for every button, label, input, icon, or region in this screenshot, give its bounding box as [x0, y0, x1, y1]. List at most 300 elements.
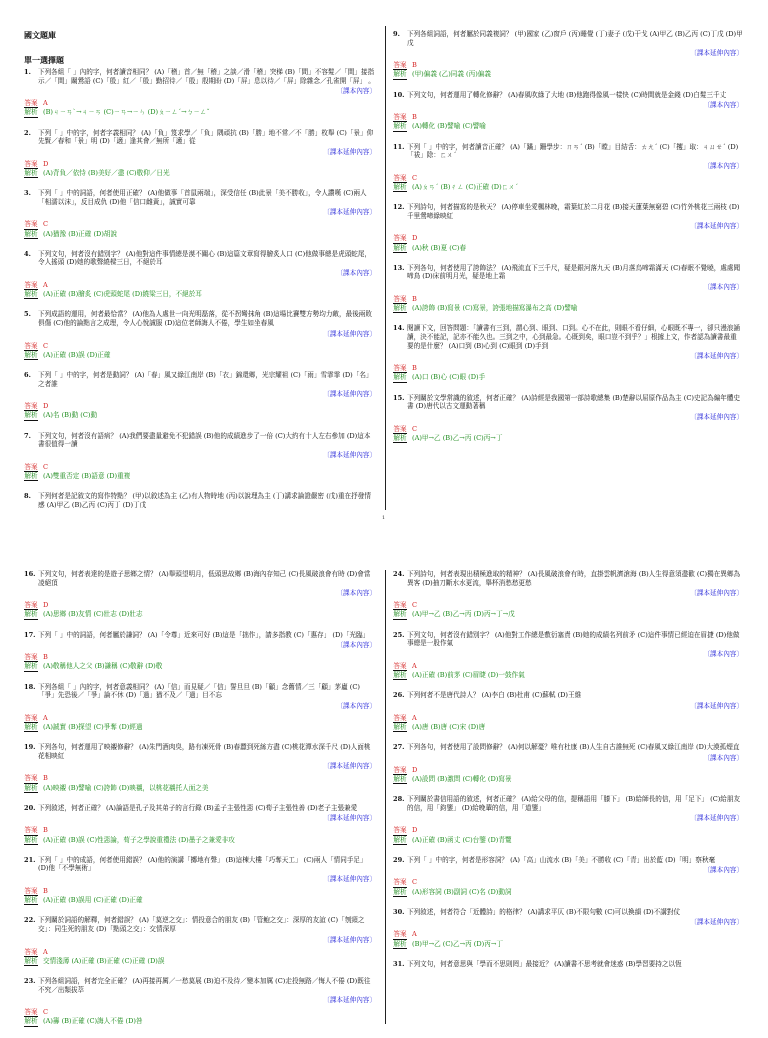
explanation-value: (A)誠實 (B)探望 (C)爭奪 (D)經過	[43, 722, 143, 731]
question-text-row	[24, 743, 376, 760]
question-text-row	[393, 30, 743, 47]
question-text: 下列何者不是唐代詩人？ (A)李白 (B)杜甫 (C)蘇軾 (D)王維	[407, 691, 582, 700]
answer-value: D	[412, 765, 418, 774]
answer-row	[393, 295, 743, 304]
question-text: 下列文句，何者運用了轉化修辭？ (A)春風吹綠了大地 (B)他跑得像風一樣快 (C)時間就是金錢 (D)白髮三千丈	[407, 90, 727, 99]
question-number: 16.	[24, 570, 36, 578]
question-item	[393, 960, 743, 969]
question-number: 1.	[24, 68, 31, 76]
explanation-value: (A)正確 (B)誤 (C)性惡論，荀子之學說重禮法 (D)墨子之兼愛非攻	[43, 835, 235, 844]
question-item	[393, 203, 743, 253]
question-number: 12.	[393, 203, 405, 212]
question-text-row	[393, 324, 743, 350]
answer-tag: 答案	[393, 173, 407, 182]
right-column	[393, 530, 743, 979]
question-number: 13.	[393, 263, 405, 272]
explanation-tag: 解析	[393, 433, 407, 442]
answer-value: C	[412, 878, 418, 887]
question-text: 下列各組詞語，何者屬於同義複詞？ (甲)國家 (乙)窗戶 (丙)睡覺 (丁)妻子 (戊)干戈 (A)甲乙 (B)乙丙 (C)丁戊 (D)甲戊	[407, 30, 743, 47]
answer-row	[24, 402, 376, 411]
right-column	[393, 0, 743, 454]
explanation-value: (A)正確 (B)前茅 (C)眉睫 (D)一鼓作氣	[412, 670, 525, 679]
explanation-row	[393, 888, 743, 897]
answer-tag: 答案	[24, 1008, 38, 1017]
answer-value: D	[43, 159, 49, 168]
question-text-row	[393, 743, 743, 752]
answer-tag: 答案	[24, 947, 38, 956]
answer-tag: 答案	[24, 220, 38, 229]
explanation-value: 交情淺薄 (A)正確 (B)正確 (C)正確 (D)誤	[43, 956, 165, 965]
question-text: 閱讀下文，回答問題：「讀書有三到，謂心到、眼到、口到。心不在此，則眼不看仔細，心眼既不專一，卻只漫浪誦讀，決不能記，記亦不能久也。三到之中，心到最急。心既到矣，眼口豈不到乎？」根據上文，作者認為讀書最重要的是什麼？ (A)口到 (B)心到 (C)眼到 (D)手到	[407, 324, 740, 350]
explanation-value: (A)雙重否定 (B)語意 (D)重複	[43, 471, 131, 480]
source-reference: 〔課本延伸內容〕	[690, 49, 743, 58]
explanation-tag: 解析	[393, 122, 407, 131]
answer-tag: 答案	[393, 364, 407, 373]
question-text: 下列敘述，何者符合「近體詩」的格律？ (A)講求平仄 (B)不限句數 (C)可以換韻 (D)不講對仗	[407, 907, 681, 916]
source-reference: 〔課本延伸內容〕	[323, 762, 376, 771]
question-item	[24, 743, 376, 793]
explanation-row	[24, 662, 376, 671]
answer-row	[24, 342, 376, 351]
question-number: 22.	[24, 916, 36, 925]
answer-tag: 答案	[393, 601, 407, 610]
answer-value: B	[412, 113, 417, 122]
answer-value: C	[43, 462, 49, 471]
explanation-row	[393, 70, 743, 79]
question-item	[24, 68, 376, 118]
explanation-tag: 解析	[24, 411, 38, 420]
answer-tag: 答案	[24, 886, 38, 895]
explanation-row	[24, 472, 376, 481]
source-reference: 〔課本內容〕	[336, 589, 376, 598]
question-text: 下列各組詞語，何者完全正確？ (A)再接再厲／一愁莫展 (B)迫不及待／變本加厲 (C)走投無路／悔人不倦 (D)既往不究／出類拔萃	[38, 976, 371, 994]
answer-tag: 答案	[393, 424, 407, 433]
question-number: 10.	[393, 90, 405, 99]
explanation-row	[24, 411, 376, 420]
answer-value: D	[43, 402, 49, 411]
explanation-value: (A)設問 (B)激問 (C)轉化 (D)寫景	[412, 774, 512, 783]
question-text-row	[24, 68, 376, 85]
question-text-row	[24, 432, 376, 449]
answer-value: B	[412, 294, 417, 303]
explanation-tag: 解析	[393, 610, 407, 619]
question-number: 25.	[393, 630, 405, 639]
explanation-tag: 解析	[393, 304, 407, 313]
source-reference: 〔課本延伸內容〕	[690, 918, 743, 927]
source-reference: 〔課本延伸內容〕	[323, 874, 376, 883]
question-text: 下列「 」中的字，何者是形容詞？ (A)「高」山流水 (B)「美」不勝收 (C)「青」出於藍 (D)「明」察秋毫	[407, 855, 716, 864]
question-item	[393, 264, 743, 314]
explanation-tag: 解析	[393, 887, 407, 896]
answer-row	[24, 220, 376, 229]
answer-tag: 答案	[393, 294, 407, 303]
question-number: 24.	[393, 570, 405, 578]
question-text: 下列關於詞語的解釋，何者錯誤？ (A)「莫逆之交」：情投意合的朋友 (B)「管鮑之交」：深厚的友誼 (C)「刎頸之交」：同生死的朋友 (D)「點頭之交」：交情深厚	[38, 916, 365, 933]
question-text-row	[393, 691, 743, 700]
explanation-value: (A)正確 (B)誤用 (C)正確 (D)正確	[43, 896, 143, 905]
question-text: 下列「 」中的詞語，何者屬於謙詞？ (A)「令尊」近來可好 (B)這是「拙作」，請多指教 (C)「惠存」 (D)「光臨」	[38, 630, 370, 639]
question-item	[393, 856, 743, 897]
question-text-row	[24, 250, 376, 267]
answer-tag: 答案	[393, 930, 407, 939]
question-text-row	[24, 189, 376, 206]
explanation-tag: 解析	[393, 373, 407, 382]
answer-row	[393, 930, 743, 939]
question-item	[24, 432, 376, 482]
source-reference: 〔課本延伸內容〕	[323, 329, 376, 338]
answer-row	[393, 766, 743, 775]
question-item	[24, 492, 376, 509]
source-reference: 〔課本內容〕	[336, 641, 376, 650]
left-column	[24, 530, 376, 1038]
question-text: 下列關於書信用語的敘述，何者正確？ (A)給父母的信，提稱語用「膝下」 (B)給師長的信，用「足下」 (C)給朋友的信，用「鈞鑒」 (D)給晚輩的信，用「道鑒」	[407, 795, 741, 812]
source-reference: 〔課本內容〕	[703, 101, 743, 110]
question-number: 19.	[24, 743, 36, 752]
answer-value: C	[43, 220, 49, 229]
explanation-value: (A)甲→乙 (B)乙→丙 (D)丙→丁→戊	[412, 610, 515, 619]
answer-row	[24, 714, 376, 723]
answer-value: C	[43, 341, 49, 350]
answer-tag: 答案	[24, 774, 38, 783]
explanation-tag: 解析	[24, 896, 38, 905]
explanation-row	[24, 351, 376, 360]
explanation-tag: 解析	[24, 290, 38, 299]
source-reference: 〔課本延伸內容〕	[323, 147, 376, 156]
answer-value: C	[412, 601, 418, 610]
answer-value: D	[412, 234, 418, 243]
explanation-tag: 解析	[24, 471, 38, 480]
explanation-row	[393, 775, 743, 784]
question-text-row	[393, 960, 743, 969]
question-number: 17.	[24, 630, 36, 639]
explanation-value: (A)正確 (B)膾炙 (C)虎頭蛇尾 (D)繞梁三日，不絕於耳	[43, 290, 202, 299]
question-item	[24, 631, 376, 672]
source-reference: 〔課本內容〕	[703, 649, 743, 658]
source-reference: 〔課本延伸內容〕	[323, 935, 376, 944]
explanation-row	[393, 671, 743, 680]
explanation-row	[24, 784, 376, 793]
explanation-row	[393, 244, 743, 253]
question-text-row	[393, 908, 743, 917]
question-text-row	[24, 916, 376, 933]
explanation-tag: 解析	[393, 939, 407, 948]
answer-value: D	[43, 601, 49, 610]
question-text-row	[24, 631, 376, 640]
question-item	[393, 394, 743, 444]
explanation-value: (A)正確 (B)函丈 (C)台鑒 (D)青覽	[412, 835, 512, 844]
answer-row	[393, 174, 743, 183]
question-text: 下列「 」中的字，何者讀音正確？ (A)「蹣」跚學步：ㄇㄢˊ (B)「瞠」目結舌：ㄊㄤˊ (C)「攫」取：ㄐㄩㄝˊ (D)「祓」除：ㄈㄨˊ	[407, 142, 739, 160]
question-number: 8.	[24, 492, 31, 501]
question-item	[393, 91, 743, 132]
question-number: 29.	[393, 855, 405, 864]
answer-row	[393, 601, 743, 610]
question-text: 下列各句，何者使用了誇飾法？ (A)飛流直下三千尺，疑是銀河落九天 (B)月落烏啼霜滿天 (C)春眠不覺曉，處處聞啼鳥 (D)床前明月光，疑是地上霜	[407, 263, 741, 281]
question-number: 21.	[24, 855, 36, 864]
question-text: 下列成語的運用，何者最恰當？ (A)他為人處世一向光明磊落，從不拐彎抹角 (B)這場比賽雙方勢均力敵，最後兩敗俱傷 (C)他的論點言之成理，令人心悅誠服 (D)這位老師誨人不倦，學生如坐春風	[38, 310, 372, 327]
question-item	[393, 324, 743, 382]
answer-tag: 答案	[393, 878, 407, 887]
question-item	[393, 570, 743, 620]
explanation-value: (A)唐 (B)唐 (C)宋 (D)唐	[412, 722, 486, 731]
question-text: 下列文句，何者沒有錯別字？ (A)他對工作總是敷衍塞責 (B)她的成績名列前矛 (C)這件事情已經迫在眉捷 (D)他做事總是一股作氣	[407, 630, 740, 648]
question-item	[24, 916, 376, 966]
question-number: 15.	[393, 393, 405, 402]
explanation-row	[24, 290, 376, 299]
answer-tag: 答案	[24, 99, 38, 108]
explanation-row	[24, 1017, 376, 1026]
source-reference: 〔課本內容〕	[703, 866, 743, 875]
explanation-row	[24, 230, 376, 239]
question-item	[24, 683, 376, 733]
question-text-row	[393, 203, 743, 220]
explanation-value: (A)映襯 (B)譬喻 (C)誇飾 (D)映襯，以桃花襯托人面之美	[43, 783, 209, 792]
explanation-value: (A)正確 (B)誤 (D)正確	[43, 350, 111, 359]
answer-tag: 答案	[24, 826, 38, 835]
question-number: 26.	[393, 691, 405, 700]
explanation-value: (A)甲→乙 (B)乙→丙 (C)丙→丁	[412, 433, 503, 442]
answer-value: B	[43, 886, 48, 895]
source-reference: 〔課本延伸內容〕	[323, 814, 376, 823]
question-number: 18.	[24, 682, 36, 691]
explanation-tag: 解析	[24, 168, 38, 177]
answer-row	[393, 425, 743, 434]
answer-value: B	[412, 364, 417, 373]
left-column	[24, 0, 376, 520]
question-text-row	[24, 492, 376, 509]
section-title: 單一選擇題	[24, 55, 64, 65]
explanation-row	[24, 836, 376, 845]
answer-value: C	[412, 173, 418, 182]
explanation-tag: 解析	[393, 243, 407, 252]
source-reference: 〔課本內容〕	[336, 701, 376, 710]
answer-value: A	[43, 280, 48, 289]
explanation-row	[393, 940, 743, 949]
explanation-value: (A)思鄉 (B)友情 (C)壯志 (D)壯志	[43, 610, 143, 619]
explanation-row	[393, 836, 743, 845]
answer-tag: 答案	[24, 402, 38, 411]
question-number: 28.	[393, 795, 405, 804]
question-text-row	[24, 129, 376, 146]
answer-value: D	[412, 826, 418, 835]
question-item	[24, 189, 376, 239]
question-text-row	[393, 570, 743, 587]
explanation-tag: 解析	[24, 229, 38, 238]
page-title: 國文題庫	[24, 30, 56, 40]
question-number: 30.	[393, 907, 405, 916]
answer-row	[393, 878, 743, 887]
explanation-tag: 解析	[393, 774, 407, 783]
explanation-value: (A)轉化 (B)譬喻 (C)譬喻	[412, 122, 486, 131]
explanation-tag: 解析	[24, 783, 38, 792]
explanation-row	[24, 108, 376, 117]
answer-tag: 答案	[24, 462, 38, 471]
explanation-row	[24, 896, 376, 905]
question-number: 4.	[24, 249, 31, 258]
question-text: 下列詩句，何者描寫的是秋天？ (A)停車坐愛楓林晚，霜葉紅於二月花 (B)接天蓮葉無窮碧 (C)竹外桃花三兩枝 (D)千里鶯啼綠映紅	[407, 203, 740, 220]
answer-row	[393, 714, 743, 723]
explanation-tag: 解析	[393, 722, 407, 731]
answer-row	[393, 826, 743, 835]
source-reference: 〔課本內容〕	[336, 268, 376, 277]
question-item	[24, 977, 376, 1027]
question-item	[24, 129, 376, 179]
column-divider	[385, 26, 386, 510]
explanation-tag: 解析	[24, 835, 38, 844]
answer-row	[24, 601, 376, 610]
explanation-value: (B)甲→乙 (C)乙→丙 (D)丙→丁	[412, 939, 503, 948]
answer-tag: 答案	[24, 341, 38, 350]
question-number: 20.	[24, 803, 36, 812]
question-item	[393, 631, 743, 681]
source-reference: 〔課本延伸內容〕	[323, 208, 376, 217]
answer-row	[24, 1008, 376, 1017]
question-number: 3.	[24, 189, 31, 198]
answer-value: A	[43, 947, 48, 956]
question-number: 27.	[393, 743, 405, 752]
question-text: 下列「 」中的字，何者是動詞？ (A)「春」風又綠江南岸 (B)「衣」錦還鄉，光宗耀祖 (C)「雨」雪霏霏 (D)「名」之者誰	[38, 370, 373, 388]
explanation-value: (A)名 (B)動 (C)動	[43, 411, 98, 420]
question-text: 下列何者是記敘文的寫作特點？ (甲)以敘述為主 (乙)有人物時地 (丙)以說理為主 (丁)講求論證嚴密 (戊)重在抒發情感 (A)甲乙 (B)乙丙 (C)丙丁 (D)丁戊	[38, 492, 371, 509]
question-text: 下列各組「 」內的字，何者意義相同？ (A)「信」而見疑／「信」誓旦旦 (B)「顧」念舊情／三「顧」茅廬 (C)「爭」先恐後／「爭」論不休 (D)「過」猶不及／「過」目不忘	[38, 682, 361, 700]
question-number: 5.	[24, 310, 31, 319]
answer-value: A	[43, 99, 48, 108]
question-text-row	[393, 264, 743, 281]
answer-row	[24, 160, 376, 169]
source-reference: 〔課本延伸內容〕	[690, 352, 743, 361]
answer-row	[393, 364, 743, 373]
explanation-row	[393, 373, 743, 382]
question-text-row	[24, 310, 376, 327]
question-item	[393, 743, 743, 784]
question-number: 6.	[24, 370, 31, 379]
question-item	[24, 804, 376, 845]
answer-tag: 答案	[24, 713, 38, 722]
answer-row	[24, 463, 376, 472]
question-text: 下列文句，何者沒有語病？ (A)我們要盡量避免不犯錯誤 (B)他的成績進步了一倍 (C)大約有十人左右參加 (D)這本書很值得一讀	[38, 431, 371, 449]
question-item	[24, 856, 376, 906]
explanation-tag: 解析	[24, 610, 38, 619]
question-text-row	[24, 856, 376, 873]
answer-tag: 答案	[393, 713, 407, 722]
question-text: 下列文句，何者沒有錯別字？ (A)他對這件事情總是漠不關心 (B)這篇文章寫得膾炙人口 (C)他做事總是虎頭蛇尾，令人搖頭 (D)她的歌聲繞樑三日，不絕於耳	[38, 249, 372, 267]
answer-row	[24, 774, 376, 783]
explanation-tag: 解析	[24, 662, 38, 671]
explanation-value: (A)猶豫 (B)正確 (D)胡說	[43, 229, 118, 238]
question-text: 下列詩句，何者表現出積極進取的精神？ (A)長風破浪會有時，直掛雲帆濟滄海 (B)人生得意須盡歡 (C)獨在異鄉為異客 (D)抽刀斷水水更流，舉杯消愁愁更愁	[407, 570, 741, 587]
answer-value: C	[43, 1008, 49, 1017]
question-item	[393, 691, 743, 732]
source-reference: 〔課本延伸內容〕	[690, 814, 743, 823]
question-text-row	[393, 91, 743, 100]
source-reference: 〔課本延伸內容〕	[690, 222, 743, 231]
question-item	[393, 30, 743, 80]
explanation-row	[393, 434, 743, 443]
question-text-row	[24, 804, 376, 813]
explanation-value: (A)口 (B)心 (C)眼 (D)手	[412, 373, 486, 382]
explanation-row	[24, 723, 376, 732]
explanation-row	[393, 122, 743, 131]
source-reference: 〔課本內容〕	[336, 87, 376, 96]
answer-value: A	[412, 930, 417, 939]
answer-value: B	[43, 653, 48, 662]
source-reference: 〔課本延伸內容〕	[690, 701, 743, 710]
source-reference: 〔課本內容〕	[703, 282, 743, 291]
answer-row	[24, 948, 376, 957]
question-item	[393, 143, 743, 193]
question-item	[24, 310, 376, 360]
answer-row	[24, 281, 376, 290]
page-sheet-2	[0, 530, 768, 1024]
explanation-tag: 解析	[393, 182, 407, 191]
question-text-row	[393, 394, 743, 411]
answer-tag: 答案	[24, 601, 38, 610]
explanation-tag: 解析	[393, 70, 407, 79]
answer-value: B	[43, 774, 48, 783]
answer-tag: 答案	[393, 661, 407, 670]
question-item	[393, 908, 743, 949]
answer-row	[24, 653, 376, 662]
explanation-row	[393, 304, 743, 313]
explanation-value: (A)ㄆㄢˊ (B)ㄔㄥ (C)正確 (D)ㄈㄨˊ	[412, 182, 519, 191]
explanation-row	[24, 957, 376, 966]
question-text-row	[393, 143, 743, 160]
question-text: 下列各組「 」內的字，何者讀音相同？ (A)「稽」首／無「稽」之談／滑「稽」突梯 (B)「間」不容髮／「間」接指示／「間」關鶯語 (C)「殷」紅／「殷」勤招待／「殷」殷期盼 (D)「屏」息以待／「屏」除雜念／孔雀開「屏」 。	[38, 68, 375, 85]
question-text: 下列文句，何者表達的是遊子思鄉之情？ (A)舉頭望明月，低頭思故鄉 (B)海內存知己 (C)長風破浪會有時 (D)會當凌絕頂	[38, 570, 371, 587]
question-item	[24, 250, 376, 300]
question-text: 下列「 」中的詞語，何者使用正確？ (A)他做事「首鼠兩端」，深受信任 (B)此景「美不勝收」，令人讚嘆 (C)兩人「相濡以沫」，反目成仇 (D)他「信口雌黃」，誠實可靠	[38, 189, 367, 206]
explanation-value: (A)誇飾 (B)寫景 (C)寫景，誇張地描寫瀑布之高 (D)譬喻	[412, 304, 578, 313]
question-text: 下列「 」中的成語，何者使用錯誤？ (A)他的演講「擲地有聲」 (B)這棟大樓「巧奪天工」 (C)兩人「情同手足」 (D)他「不學無術」	[38, 855, 367, 873]
explanation-value: (A)敬稱他人之父 (B)謙稱 (C)敬辭 (D)敬	[43, 662, 163, 671]
explanation-value: (A)籌 (B)正確 (C)誨人不倦 (D)咎	[43, 1017, 143, 1026]
source-reference: 〔課本內容〕	[703, 161, 743, 170]
answer-tag: 答案	[24, 653, 38, 662]
question-text-row	[393, 631, 743, 648]
column-divider	[385, 570, 386, 1024]
answer-value: B	[43, 826, 48, 835]
question-number: 7.	[24, 431, 31, 440]
question-text: 下列各句，何者運用了映襯修辭？ (A)朱門酒肉臭，路有凍死骨 (B)春蠶到死絲方盡 (C)桃花潭水深千尺 (D)人面桃花相映紅	[38, 743, 371, 760]
question-number: 9.	[393, 30, 400, 38]
explanation-tag: 解析	[24, 956, 38, 965]
answer-row	[393, 61, 743, 70]
source-reference: 〔課本延伸內容〕	[690, 589, 743, 598]
answer-tag: 答案	[393, 113, 407, 122]
answer-tag: 答案	[24, 159, 38, 168]
question-text: 下列文句，何者意思與「學而不思則罔」最接近？ (A)讀書不思考就會迷惑 (B)學習要持之以恆	[407, 959, 682, 968]
answer-tag: 答案	[393, 234, 407, 243]
question-text: 下列「 」中的字，何者字義相同？ (A)「負」笈求學／「負」隅頑抗 (B)「勝」地不常／不「勝」枚舉 (C)「景」仰先賢／春和「景」明 (D)「適」逢其會／無所「適」從	[38, 128, 374, 146]
source-reference: 〔課本內容〕	[703, 753, 743, 762]
question-text-row	[393, 856, 743, 865]
explanation-row	[393, 723, 743, 732]
answer-value: A	[43, 713, 48, 722]
answer-tag: 答案	[393, 826, 407, 835]
question-number: 14.	[393, 324, 405, 333]
question-text-row	[24, 683, 376, 700]
explanation-value: (A)背負／依恃 (B)美好／盡 (C)敬仰／日光	[43, 168, 170, 177]
question-number: 2.	[24, 128, 31, 137]
answer-tag: 答案	[393, 61, 407, 70]
source-reference: 〔課本延伸內容〕	[323, 450, 376, 459]
question-text: 下列各句，何者使用了設問修辭？ (A)何以解憂？唯有杜康 (B)人生自古誰無死 (C)春風又綠江南岸 (D)大漠孤煙直	[407, 743, 740, 752]
answer-value: A	[412, 661, 417, 670]
answer-row	[24, 887, 376, 896]
explanation-tag: 解析	[393, 670, 407, 679]
question-text-row	[24, 977, 376, 994]
explanation-row	[24, 610, 376, 619]
